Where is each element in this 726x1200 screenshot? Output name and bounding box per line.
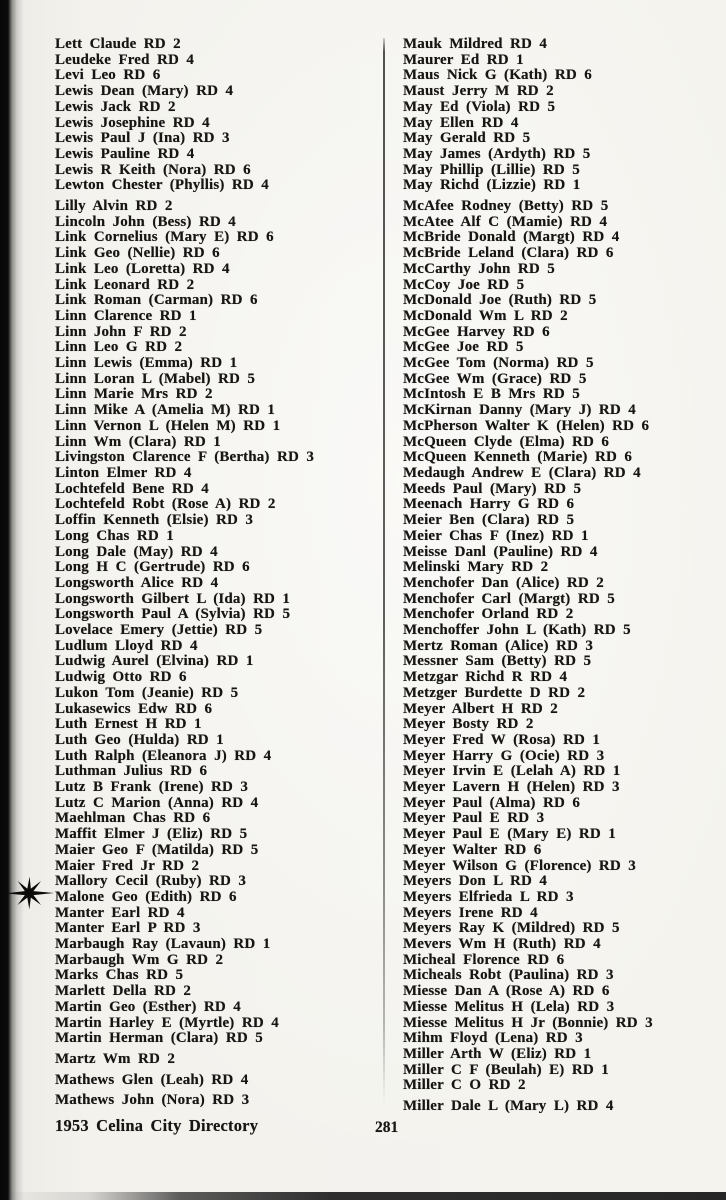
- directory-entry: Meenach Harry G RD 6: [403, 496, 575, 513]
- directory-entry: May Gerald RD 5: [403, 130, 531, 147]
- directory-entry: Manter Earl P RD 3: [55, 920, 201, 937]
- directory-entry: Mihm Floyd (Lena) RD 3: [403, 1030, 583, 1047]
- directory-entry: Lutz B Frank (Irene) RD 3: [55, 779, 249, 796]
- directory-entry: Manter Earl RD 4: [55, 904, 185, 921]
- footer-title: 1953 Celina City Directory: [55, 1116, 259, 1135]
- directory-entry: Martin Herman (Clara) RD 5: [55, 1030, 263, 1047]
- directory-entry: Marks Chas RD 5: [55, 967, 184, 984]
- star-mark-icon: [5, 872, 55, 914]
- directory-entry: Martin Harley E (Myrtle) RD 4: [55, 1014, 279, 1031]
- directory-entry: Longsworth Alice RD 4: [55, 574, 219, 591]
- directory-entry: Mertz Roman (Alice) RD 3: [403, 637, 594, 654]
- directory-entry: Luth Geo (Hulda) RD 1: [55, 731, 224, 748]
- directory-entry: Lewis Josephine RD 4: [55, 114, 210, 131]
- directory-entry: McBride Donald (Margt) RD 4: [403, 229, 620, 246]
- directory-entry: Lochtefeld Robt (Rose A) RD 2: [55, 496, 276, 513]
- directory-entry: Lukon Tom (Jeanie) RD 5: [55, 684, 239, 701]
- directory-entry: McGee Wm (Grace) RD 5: [403, 370, 587, 387]
- directory-entry: Lewis Jack RD 2: [55, 98, 176, 115]
- directory-entry: Longsworth Gilbert L (Ida) RD 1: [55, 590, 291, 607]
- directory-entry: McGee Joe RD 5: [403, 339, 524, 356]
- column-divider: [383, 38, 385, 1104]
- directory-entry: Miller Dale L (Mary L) RD 4: [403, 1098, 614, 1115]
- directory-entry: May Ellen RD 4: [403, 114, 519, 131]
- directory-entry: Miesse Melitus H (Lela) RD 3: [403, 998, 615, 1015]
- directory-entry: Marlett Della RD 2: [55, 983, 192, 1000]
- directory-entry: Lewis Dean (Mary) RD 4: [55, 83, 234, 100]
- directory-entry: McAfee Rodney (Betty) RD 5: [403, 198, 609, 215]
- directory-entry: May James (Ardyth) RD 5: [403, 145, 591, 162]
- directory-entry: Meyer Paul (Alma) RD 6: [403, 794, 580, 811]
- directory-entry: Meyer Bosty RD 2: [403, 716, 534, 733]
- directory-entry: Mevers Wm H (Ruth) RD 4: [403, 936, 601, 953]
- directory-entry: Martz Wm RD 2: [55, 1051, 176, 1067]
- directory-entry: Maffit Elmer J (Eliz) RD 5: [55, 826, 248, 843]
- directory-entry: Malone Geo (Edith) RD 6: [55, 888, 237, 905]
- directory-entry: McCarthy John RD 5: [403, 260, 555, 277]
- directory-entry: May Phillip (Lillie) RD 5: [403, 161, 580, 178]
- directory-entry: Link Roman (Carman) RD 6: [55, 292, 258, 309]
- directory-entry: Linn Vernon L (Helen M) RD 1: [55, 417, 281, 434]
- directory-entry: Longsworth Paul A (Sylvia) RD 5: [55, 606, 291, 623]
- directory-entry: Lincoln John (Bess) RD 4: [55, 213, 236, 230]
- directory-entry: Metzgar Richd R RD 4: [403, 669, 568, 686]
- directory-entry: Meier Chas F (Inez) RD 1: [403, 527, 589, 544]
- directory-entry: Marbaugh Wm G RD 2: [55, 951, 224, 968]
- directory-entry: Mallory Cecil (Ruby) RD 3: [55, 873, 247, 890]
- directory-entry: McAtee Alf C (Mamie) RD 4: [403, 213, 608, 230]
- directory-entry: Miller Arth W (Eliz) RD 1: [403, 1046, 592, 1062]
- directory-entry: McBride Leland (Clara) RD 6: [403, 245, 614, 262]
- directory-entry: Meyer Paul E (Mary E) RD 1: [403, 826, 616, 843]
- directory-entry: Meier Ben (Clara) RD 5: [403, 512, 575, 529]
- directory-entry: McPherson Walter K (Helen) RD 6: [403, 417, 650, 434]
- directory-entry: Linn Leo G RD 2: [55, 339, 183, 356]
- directory-entry: Ludwig Otto RD 6: [55, 669, 187, 686]
- directory-entry: Long Chas RD 1: [55, 527, 174, 544]
- directory-entry: Lewis R Keith (Nora) RD 6: [55, 161, 251, 178]
- directory-entry: Miller C F (Beulah) E) RD 1: [403, 1061, 609, 1078]
- directory-entry: Maus Nick G (Kath) RD 6: [403, 67, 592, 84]
- directory-entry: Meyer Walter RD 6: [403, 841, 542, 858]
- directory-entry: Livingston Clarence F (Bertha) RD 3: [55, 449, 314, 466]
- directory-entry: Lewis Paul J (Ina) RD 3: [55, 130, 230, 147]
- directory-entry: Long Dale (May) RD 4: [55, 543, 218, 560]
- directory-entry: Meyer Lavern H (Helen) RD 3: [403, 779, 620, 796]
- directory-entry: Lochtefeld Bene RD 4: [55, 480, 209, 497]
- directory-entry: Messner Sam (Betty) RD 5: [403, 653, 592, 670]
- directory-entry: May Ed (Viola) RD 5: [403, 98, 556, 115]
- directory-entry: May Richd (Lizzie) RD 1: [403, 177, 581, 194]
- directory-entry: Linn John F RD 2: [55, 323, 187, 340]
- directory-entry: Leudeke Fred RD 4: [55, 51, 195, 68]
- directory-entry: McDonald Joe (Ruth) RD 5: [403, 292, 597, 309]
- directory-entry: Meyers Don L RD 4: [403, 873, 548, 890]
- directory-entry: Mathews John (Nora) RD 3: [55, 1092, 250, 1109]
- directory-entry: McGee Tom (Norma) RD 5: [403, 355, 594, 372]
- directory-entry: Lilly Alvin RD 2: [55, 198, 173, 215]
- directory-entry: Meyer Albert H RD 2: [403, 700, 558, 717]
- directory-entry: Miesse Dan A (Rose A) RD 6: [403, 983, 610, 1000]
- directory-entry: McQueen Kenneth (Marie) RD 6: [403, 449, 632, 466]
- directory-entry: Linn Loran L (Mabel) RD 5: [55, 370, 256, 387]
- directory-entry: Linn Marie Mrs RD 2: [55, 386, 213, 403]
- directory-entry: Martin Geo (Esther) RD 4: [55, 998, 241, 1015]
- directory-entry: Ludlum Lloyd RD 4: [55, 637, 198, 654]
- directory-entry: McIntosh E B Mrs RD 5: [403, 386, 580, 403]
- directory-entry: Maust Jerry M RD 2: [403, 83, 554, 100]
- directory-entry: Long H C (Gertrude) RD 6: [55, 559, 250, 576]
- directory-entry: Maier Fred Jr RD 2: [55, 857, 200, 874]
- directory-entry: Lukasewics Edw RD 6: [55, 700, 213, 717]
- directory-entry: Maier Geo F (Matilda) RD 5: [55, 841, 259, 858]
- directory-entry: Mathews Glen (Leah) RD 4: [55, 1071, 249, 1088]
- directory-entry: Link Geo (Nellie) RD 6: [55, 245, 220, 262]
- directory-entry: Micheal Florence RD 6: [403, 951, 565, 968]
- directory-entry: Medaugh Andrew E (Clara) RD 4: [403, 464, 641, 481]
- directory-entry: Luthman Julius RD 6: [55, 763, 208, 780]
- directory-entry: Lett Claude RD 2: [55, 36, 181, 52]
- left-column: [55, 37, 380, 1109]
- directory-entry: Luth Ralph (Eleanora J) RD 4: [55, 747, 272, 764]
- page-number: 281: [375, 1119, 399, 1136]
- scan-edge-bar: [0, 1192, 726, 1200]
- directory-entry: Lovelace Emery (Jettie) RD 5: [55, 622, 263, 639]
- directory-entry: Meyers Irene RD 4: [403, 904, 538, 921]
- directory-entry: Link Cornelius (Mary E) RD 6: [55, 229, 274, 246]
- directory-entry: Micheals Robt (Paulina) RD 3: [403, 967, 614, 984]
- directory-entry: McCoy Joe RD 5: [403, 276, 525, 293]
- directory-entry: Marbaugh Ray (Lavaun) RD 1: [55, 936, 271, 953]
- directory-entry: Meyer Paul E RD 3: [403, 810, 545, 827]
- directory-entry: Lewis Pauline RD 4: [55, 145, 195, 162]
- directory-entry: Lutz C Marion (Anna) RD 4: [55, 794, 259, 811]
- directory-entry: Ludwig Aurel (Elvina) RD 1: [55, 653, 254, 670]
- directory-entry: Loffin Kenneth (Elsie) RD 3: [55, 512, 254, 529]
- directory-entry: Meyer Fred W (Rosa) RD 1: [403, 731, 601, 748]
- directory-entry: Meeds Paul (Mary) RD 5: [403, 480, 582, 497]
- directory-entry: Metzger Burdette D RD 2: [403, 684, 586, 701]
- directory-entry: Miesse Melitus H Jr (Bonnie) RD 3: [403, 1014, 653, 1031]
- directory-entry: Menchoffer John L (Kath) RD 5: [403, 622, 631, 639]
- directory-entry: Meyers Ray K (Mildred) RD 5: [403, 920, 620, 937]
- directory-entry: Luth Ernest H RD 1: [55, 716, 202, 733]
- directory-entry: McGee Harvey RD 6: [403, 323, 550, 340]
- directory-entry: Link Leonard RD 2: [55, 276, 195, 293]
- directory-entry: McDonald Wm L RD 2: [403, 307, 568, 324]
- directory-entry: Lewton Chester (Phyllis) RD 4: [55, 177, 269, 194]
- directory-entry: Meyer Wilson G (Florence) RD 3: [403, 857, 636, 874]
- directory-entry: Maurer Ed RD 1: [403, 51, 524, 68]
- directory-entry: McQueen Clyde (Elma) RD 6: [403, 433, 610, 450]
- directory-entry: Menchofer Orland RD 2: [403, 606, 574, 623]
- directory-entry: Linn Clarence RD 1: [55, 307, 197, 324]
- directory-entry: Melinski Mary RD 2: [403, 559, 549, 576]
- directory-entry: Meyer Harry G (Ocie) RD 3: [403, 747, 605, 764]
- directory-entry: Linton Elmer RD 4: [55, 464, 192, 481]
- directory-entry: Linn Wm (Clara) RD 1: [55, 433, 221, 450]
- directory-entry: Mauk Mildred RD 4: [403, 36, 548, 52]
- directory-entry: McKirnan Danny (Mary J) RD 4: [403, 402, 636, 419]
- directory-entry: Maehlman Chas RD 6: [55, 810, 211, 827]
- directory-entry: Linn Lewis (Emma) RD 1: [55, 355, 238, 372]
- directory-entry: Meisse Danl (Pauline) RD 4: [403, 543, 598, 560]
- directory-entry: Linn Mike A (Amelia M) RD 1: [55, 402, 276, 419]
- scan-gutter-shadow: [0, 0, 24, 1200]
- directory-entry: Levi Leo RD 6: [55, 67, 161, 84]
- directory-entry: Menchofer Dan (Alice) RD 2: [403, 574, 604, 591]
- directory-entry: Menchofer Carl (Margt) RD 5: [403, 590, 615, 607]
- directory-entry: Meyers Elfrieda L RD 3: [403, 888, 574, 905]
- right-column: [403, 37, 723, 1115]
- directory-entry: Miller C O RD 2: [403, 1077, 526, 1094]
- directory-entry: Meyer Irvin E (Lelah A) RD 1: [403, 763, 621, 780]
- directory-entry: Link Leo (Loretta) RD 4: [55, 260, 230, 277]
